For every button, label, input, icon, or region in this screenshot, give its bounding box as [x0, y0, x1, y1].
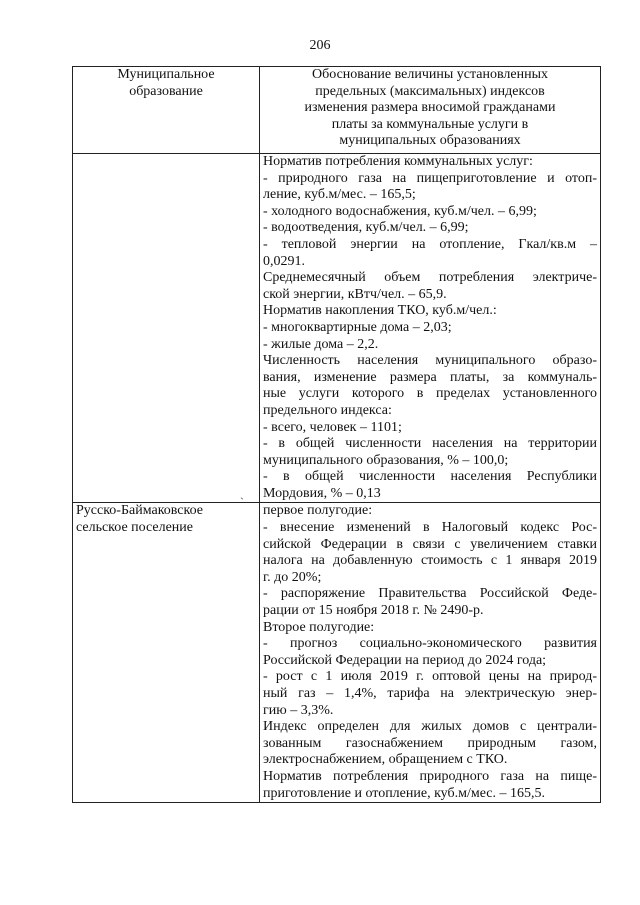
row2-text-line: ный газ – 1,4%, тарифа на электрическую энер-	[263, 686, 597, 701]
row2-text-line: электроснабжением, обращением с ТКО.	[263, 752, 508, 768]
row2-municipality-line: сельское поселение	[76, 520, 193, 536]
row1-text-line: - природного газа на пищеприготовление и отоп-	[263, 170, 597, 186]
row1-text-line: Численность населения муниципального образо-	[263, 353, 597, 369]
table-row	[73, 154, 601, 503]
indices-table	[72, 66, 601, 803]
row2-text-line: гию – 3,3%.	[263, 702, 334, 718]
page-number: 206	[309, 38, 331, 53]
row1-text-line: - многоквартирные дома – 2,03;	[263, 319, 452, 335]
header-municipality-line: Муниципальное	[117, 67, 215, 82]
header-justification-line: Обоснование величины установленных	[311, 67, 548, 82]
header-justification-line: изменения размера вносимой гражданами	[304, 100, 556, 116]
row2-text-line: г. до 20%;	[263, 569, 322, 585]
table-row	[73, 503, 601, 803]
row2-text-line: Второе полугодие:	[263, 619, 375, 635]
row2-municipality-line: Русско-Баймаковское	[76, 503, 203, 519]
row1-text-line: - в общей численности населения на территории	[263, 436, 597, 452]
row2-text-line: - распоряжение Правительства Российской Феде-	[263, 586, 597, 602]
header-municipality-line: образование	[129, 83, 203, 99]
row2-text-line: - прогноз социально-экономического развития	[263, 636, 597, 652]
row2-text-line: налога на добавленную стоимость с 1 января 2019	[263, 553, 597, 569]
row2-text-line: рации от 15 ноября 2018 г. № 2490-р.	[263, 603, 484, 619]
row1-text-line: ской энергии, кВтч/чел. – 65,9.	[263, 286, 447, 302]
header-justification	[260, 67, 601, 154]
row2-justification	[260, 503, 601, 803]
row1-text-line: - всего, человек – 1101;	[263, 419, 402, 435]
scan-mark: ˎ	[240, 486, 244, 500]
row2-text-line: Индекс определен для жилых домов с централи-	[263, 719, 597, 735]
row1-text-line: - холодного водоснабжения, куб.м/чел. – 6,99;	[263, 203, 537, 219]
row1-text-line: предельного индекса:	[263, 402, 392, 418]
row1-text-line: 0,0291.	[263, 253, 305, 269]
row2-text-line: Норматив потребления природного газа на пище-	[263, 768, 597, 784]
row2-text-line: первое полугодие:	[263, 503, 373, 519]
row2-municipality	[73, 503, 260, 803]
row1-text-line: - тепловой энергии на отопление, Гкал/кв.м –	[263, 236, 597, 252]
row2-text-line: зованным газоснабжением природным газом,	[263, 735, 597, 751]
row1-text-line: - жилые дома – 2,2.	[263, 336, 379, 352]
header-justification-line: муниципальных образованиях	[339, 133, 521, 149]
header-justification-line: предельных (максимальных) индексов	[315, 83, 545, 99]
row1-text-line: - в общей численности населения Республики	[263, 469, 597, 485]
row1-text-line: вания, изменение размера платы, за коммуналь-	[263, 369, 597, 385]
row2-text-line: - рост с 1 июля 2019 г. оптовой цены на природ-	[263, 669, 597, 685]
row1-text-line: ные услуги которого в пределах установленного	[263, 386, 597, 402]
row1-text-line: - водоотведения, куб.м/чел. – 6,99;	[263, 220, 469, 236]
row1-municipality	[73, 154, 260, 503]
row2-text-line: Российской Федерации на период до 2024 года;	[263, 652, 547, 668]
row1-text-line: Среднемесячный объем потребления электриче-	[263, 270, 597, 286]
row2-text-line: - внесение изменений в Налоговый кодекс Рос-	[263, 520, 597, 536]
row1-text-line: Норматив накопления ТКО, куб.м/чел.:	[263, 303, 497, 319]
table-header-row	[73, 67, 601, 154]
header-justification-line: платы за коммунальные услуги в	[331, 116, 529, 132]
row2-text-line: приготовление и отопление, куб.м/мес. – 165,5.	[263, 785, 546, 801]
header-municipality	[73, 67, 260, 154]
row1-text-line: Норматив потребления коммунальных услуг:	[263, 154, 533, 169]
row1-justification	[260, 154, 601, 503]
row1-text-line: муниципального образования, % – 100,0;	[263, 452, 509, 468]
row1-text-line: Мордовия, % – 0,13	[263, 485, 381, 501]
row1-text-line: ление, куб.м/мес. – 165,5;	[263, 187, 416, 203]
row2-text-line: сийской Федерации в связи с увеличением ставки	[263, 536, 597, 552]
